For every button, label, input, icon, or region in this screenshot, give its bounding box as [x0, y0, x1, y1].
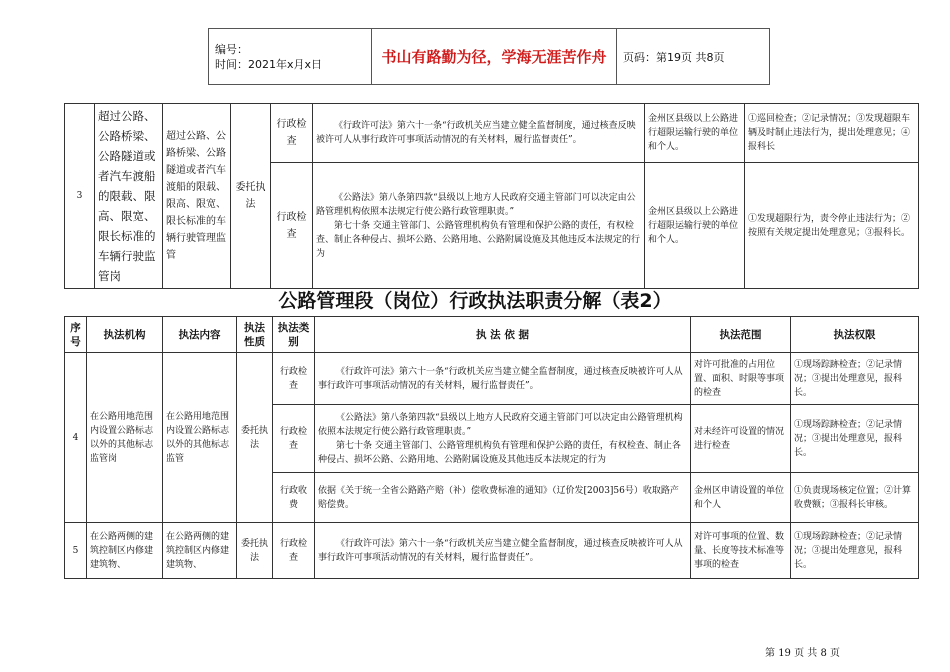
- legal-basis: 《行政许可法》第六十一条“行政机关应当建立健全监督制度，通过核查反映被许可人从事行政许可事项活动情况的有关材料，履行监督责任”。: [315, 523, 691, 579]
- header-type: 执法类别: [273, 317, 315, 353]
- time-label: 时间：2021年x月x日: [215, 57, 323, 71]
- header-authority: 执法权限: [791, 317, 919, 353]
- enforcement-authority: ①发现超限行为，责令停止违法行为；②按照有关规定提出处理意见；③报科长。: [745, 163, 919, 289]
- enforcement-agency: 在公路两侧的建筑控制区内修建建筑物、: [87, 523, 163, 579]
- enforcement-scope: 对许可事项的位置、数量、长度等技术标准等事项的检查: [691, 523, 791, 579]
- enforcement-agency: 在公路用地范围内设置公路标志以外的其他标志监管岗: [87, 353, 163, 523]
- enforcement-type: 行政检查: [273, 353, 315, 405]
- legal-basis: 《公路法》第八条第四款“县级以上地方人民政府交通主管部门可以决定由公路管理机构依照本法规定行使公路行政管理职责。” 第七十条 交通主管部门、公路管理机构负有管理和保护公路的责任，有权检查、制止各种侵占、损坏公路、公路用地、公路附属设施及其他违反本法规定的行为: [315, 405, 691, 473]
- table-header-row: [65, 317, 919, 353]
- page-header: [208, 28, 770, 85]
- enforcement-scope: 金州区申请设置的单位和个人: [691, 473, 791, 523]
- enforcement-type: 行政收费: [273, 473, 315, 523]
- row-number: 3: [65, 104, 95, 289]
- legal-basis: 《公路法》第八条第四款“县级以上地方人民政府交通主管部门可以决定由公路管理机构依照本法规定行使公路行政管理职责。” 第七十条 交通主管部门、公路管理机构负有管理和保护公路的责任，有权检查、制止各种侵占、损坏公路、公路用地、公路附属设施及其他违反本法规定的行为: [313, 163, 645, 289]
- header-page-number: 页码：第19页 共8页: [617, 29, 770, 85]
- legal-basis: 《行政许可法》第六十一条“行政机关应当建立健全监督制度，通过核查反映被许可人从事行政许可事项活动情况的有关材料，履行监督责任”。: [313, 104, 645, 163]
- header-no: 序号: [65, 317, 87, 353]
- enforcement-nature: 委托执法: [231, 104, 271, 289]
- header-meta: [209, 29, 372, 85]
- enforcement-authority: ①巡回检查；②记录情况；③发现超限车辆及时制止违法行为，提出处理意见；④报科长: [745, 104, 919, 163]
- enforcement-type: 行政检查: [273, 405, 315, 473]
- header-agency: 执法机构: [87, 317, 163, 353]
- enforcement-type: 行政检查: [271, 104, 313, 163]
- header-basis: 执 法 依 据: [315, 317, 691, 353]
- legal-basis: 依据《关于统一全省公路路产赔（补）偿收费标准的通知》（辽价发[2003]56号）收取路产赔偿费。: [315, 473, 691, 523]
- legal-basis: 《行政许可法》第六十一条“行政机关应当建立健全监督制度，通过核查反映被许可人从事行政许可事项活动情况的有关材料，履行监督责任”。: [315, 353, 691, 405]
- enforcement-scope: 对许可批准的占用位置、面积、时限等事项的检查: [691, 353, 791, 405]
- enforcement-scope: 金州区县级以上公路进行超限运输行驶的单位和个人。: [645, 163, 745, 289]
- header-scope: 执法范围: [691, 317, 791, 353]
- table-row: [65, 523, 919, 579]
- table-row: [65, 353, 919, 405]
- enforcement-nature: 委托执法: [237, 353, 273, 523]
- enforcement-agency: 超过公路、公路桥梁、公路隧道或者汽车渡船的限载、限高、限宽、限长标准的车辆行驶监管岗: [95, 104, 163, 289]
- code-label: 编号：: [215, 42, 248, 56]
- enforcement-authority: ①现场踪跡检查；②记录情况；③提出处理意见，报科长。: [791, 353, 919, 405]
- enforcement-type: 行政检查: [271, 163, 313, 289]
- enforcement-scope: 对未经许可设置的情况进行检查: [691, 405, 791, 473]
- enforcement-authority: ①负责现场核定位置；②计算收费额；③报科长审核。: [791, 473, 919, 523]
- enforcement-content: 在公路两侧的建筑控制区内修建建筑物、: [163, 523, 237, 579]
- enforcement-content: 超过公路、公路桥梁、公路隧道或者汽车渡船的限载、限高、限宽、限长标准的车辆行驶管理监管: [163, 104, 231, 289]
- enforcement-type: 行政检查: [273, 523, 315, 579]
- enforcement-authority: ①现场踪跡检查；②记录情况；③提出处理意见，报科长。: [791, 523, 919, 579]
- page-footer: 第 19 页 共 8 页: [765, 648, 840, 659]
- row-number: 4: [65, 353, 87, 523]
- enforcement-nature: 委托执法: [237, 523, 273, 579]
- row-number: 5: [65, 523, 87, 579]
- duty-table-1: [64, 103, 919, 289]
- enforcement-authority: ①现场踪跡检查；②记录情况；③提出处理意见，报科长。: [791, 405, 919, 473]
- duty-table-2: [64, 316, 919, 579]
- header-motto: 书山有路勤为径，学海无涯苦作舟: [372, 29, 617, 85]
- table-row: [65, 104, 919, 163]
- header-content: 执法内容: [163, 317, 237, 353]
- enforcement-scope: 金州区县级以上公路进行超限运输行驶的单位和个人。: [645, 104, 745, 163]
- enforcement-content: 在公路用地范围内设置公路标志以外的其他标志监管: [163, 353, 237, 523]
- table-title: 公路管理段（岗位）行政执法职责分解（表2）: [278, 290, 672, 312]
- header-nature: 执法性质: [237, 317, 273, 353]
